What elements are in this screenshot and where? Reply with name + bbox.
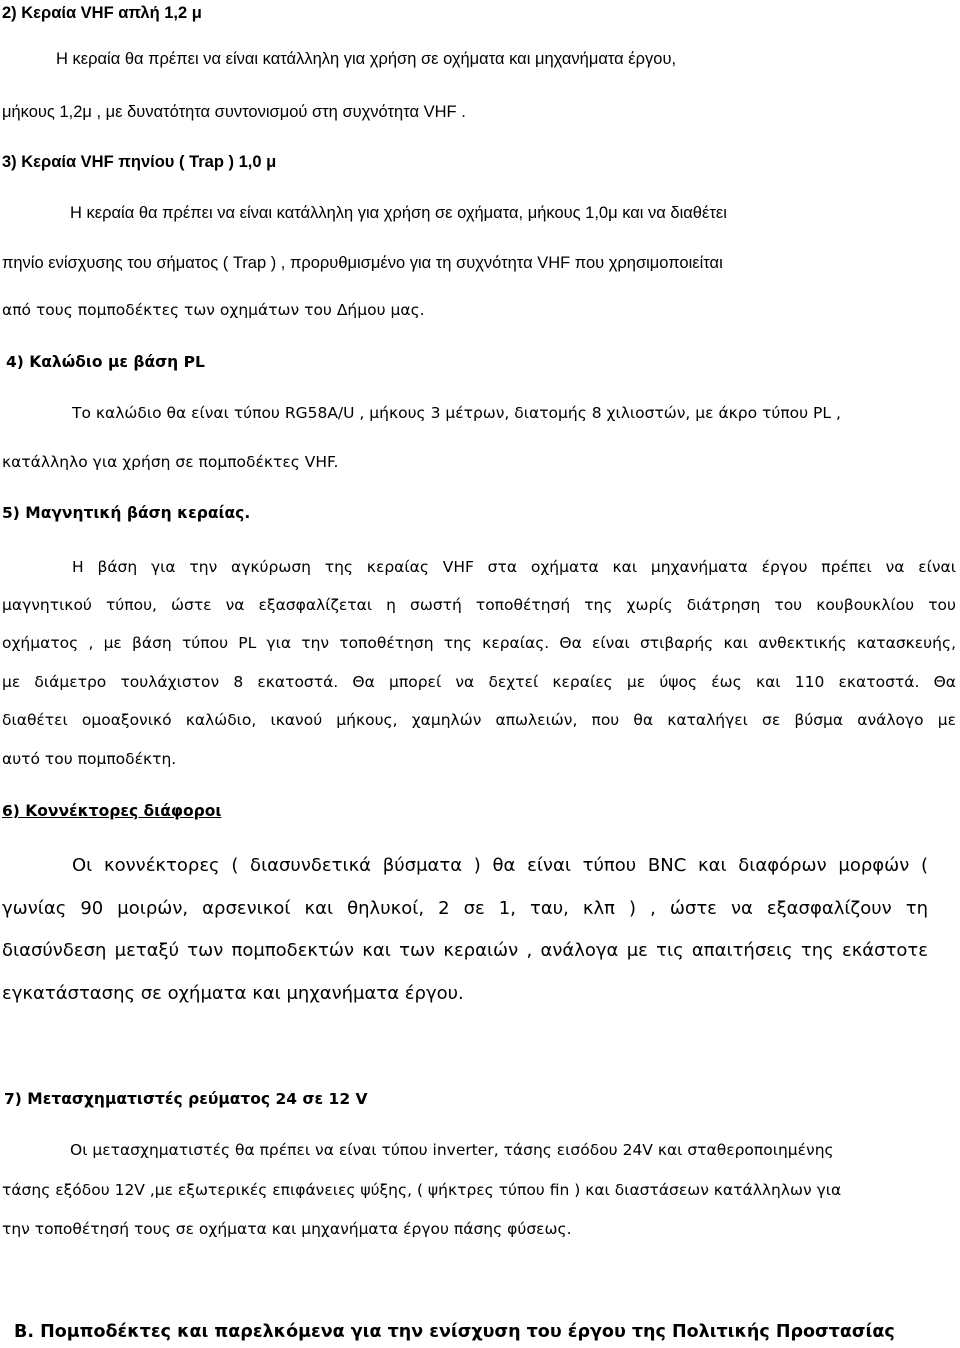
- section-5-line-3: οχήματος , με βάση τύπου PL για την τοποθέτηση της κεραίας. Θα είναι στιβαρής και ανθεκτικής κατασκευής,: [2, 634, 956, 652]
- section-5-heading: 5) Μαγνητική βάση κεραίας.: [2, 504, 251, 522]
- section-5-line-6: αυτό του πομποδέκτη.: [2, 750, 177, 768]
- section-6-heading: 6) Κοννέκτορες διάφοροι: [2, 802, 222, 820]
- section-6-line-3: διασύνδεση μεταξύ των πομποδεκτών και των κεραιών , ανάλογα με τις απαιτήσεις της εκάστοτε: [2, 940, 928, 961]
- footer-heading: Β. Πομποδέκτες και παρελκόμενα για την ενίσχυση του έργου της Πολιτικής Προστασίας: [14, 1322, 895, 1342]
- section-4-line-1: Το καλώδιο θα είναι τύπου RG58A/U , μήκους 3 μέτρων, διατομής 8 χιλιοστών, με άκρο τύπου PL ,: [72, 404, 841, 422]
- section-3-heading: 3) Κεραία VHF πηνίου ( Trap ) 1,0 μ: [2, 153, 277, 171]
- section-2-line-1: Η κεραία θα πρέπει να είναι κατάλληλη για χρήση σε οχήματα και μηχανήματα έργου,: [56, 50, 677, 68]
- section-4-heading: 4) Καλώδιο με βάση PL: [6, 353, 205, 371]
- section-5-line-4: με διάμετρο τουλάχιστον 8 εκατοστά. Θα μπορεί να δεχτεί κεραίες με ύψος έως και 110 εκατοστά. Θα: [2, 673, 956, 691]
- section-5-line-1: Η βάση για την αγκύρωση της κεραίας VHF στα οχήματα και μηχανήματα έργου πρέπει να είναι: [72, 558, 956, 576]
- section-7-line-3: την τοποθέτησή τους σε οχήματα και μηχανήματα έργου πάσης φύσεως.: [2, 1220, 572, 1238]
- section-7-heading: 7) Μετασχηματιστές ρεύματος 24 σε 12 V: [4, 1090, 368, 1108]
- section-3-line-3: από τους πομποδέκτες των οχημάτων του Δήμου μας.: [2, 301, 425, 319]
- section-7-line-2: τάσης εξόδου 12V ,με εξωτερικές επιφάνειες ψύξης, ( ψήκτρες τύπου fin ) και διαστάσεων κατάλληλων για: [2, 1181, 842, 1199]
- section-6-line-2: γωνίας 90 μοιρών, αρσενικοί και θηλυκοί, 2 σε 1, ταυ, κλπ ) , ώστε να εξασφαλίζουν τη: [2, 898, 928, 919]
- section-6-line-4: εγκατάστασης σε οχήματα και μηχανήματα έργου.: [2, 983, 464, 1004]
- section-2-line-2: μήκους 1,2μ , με δυνατότητα συντονισμού στη συχνότητα VHF .: [2, 103, 466, 121]
- section-7-line-1: Οι μετασχηματιστές θα πρέπει να είναι τύπου inverter, τάσης εισόδου 24V και σταθεροποιημένης: [70, 1141, 834, 1159]
- section-5-line-2: μαγνητικού τύπου, ώστε να εξασφαλίζεται η σωστή τοποθέτησή της χωρίς διάτρηση του κουβουκλίου του: [2, 596, 956, 614]
- section-3-line-1: Η κεραία θα πρέπει να είναι κατάλληλη για χρήση σε οχήματα, μήκους 1,0μ και να διαθέτει: [70, 204, 727, 222]
- section-5-line-5: διαθέτει ομοαξονικό καλώδιο, ικανού μήκους, χαμηλών απωλειών, που θα καταλήγει σε βύσμα ανάλογο με: [2, 711, 956, 729]
- section-4-line-2: κατάλληλο για χρήση σε πομποδέκτες VHF.: [2, 453, 339, 471]
- section-3-line-2: πηνίο ενίσχυσης του σήματος ( Trap ) , προρυθμισμένο για τη συχνότητα VHF που χρησιμοποιείται: [2, 254, 723, 272]
- section-6-line-1: Οι κοννέκτορες ( διασυνδετικά βύσματα ) θα είναι τύπου BNC και διαφόρων μορφών (: [72, 855, 928, 876]
- section-2-heading: 2) Κεραία VHF απλή 1,2 μ: [2, 4, 202, 22]
